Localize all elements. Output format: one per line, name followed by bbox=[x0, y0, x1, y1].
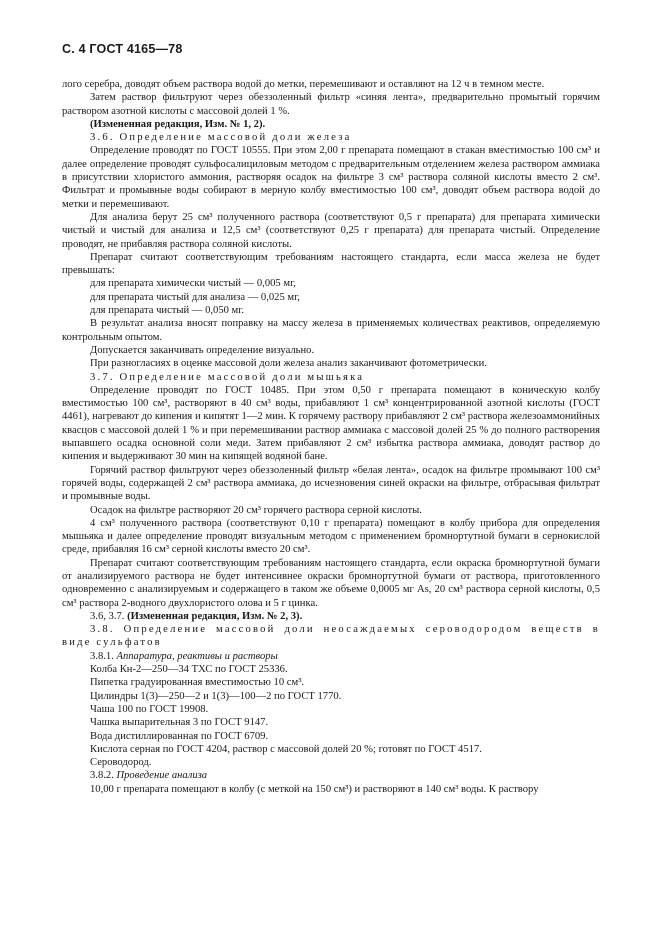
paragraph: В результат анализа вносят поправку на массу железа в применяемых количествах реактивов, определяемую контрольным опытом. bbox=[62, 318, 600, 343]
document-body bbox=[62, 78, 600, 796]
section-heading-3-7: 3.7. Определение массовой доли мышьяка bbox=[90, 371, 365, 383]
revision-label: (Измененная редакция, Изм. № 2, 3). bbox=[127, 610, 303, 622]
subsection-number: 3.8.2. bbox=[90, 770, 117, 782]
paragraph: Допускается заканчивать определение визуально. bbox=[90, 344, 315, 356]
subsection-heading bbox=[62, 650, 600, 663]
paragraph: Затем раствор фильтруют через обеззоленный фильтр «синяя лента», предварительно промытый горячим раствором азотной кислоты с массовой долей 1 %. bbox=[62, 92, 600, 117]
list-item: для препарата чистый для анализа — 0,025 мг, bbox=[90, 291, 300, 303]
list-item: Кислота серная по ГОСТ 4204, раствор с массовой долей 20 %; готовят по ГОСТ 4517. bbox=[90, 743, 482, 755]
section-heading-3-6: 3.6. Определение массовой доли железа bbox=[90, 132, 352, 144]
subsection-title: Проведение анализа bbox=[116, 770, 208, 782]
section-heading-3-8: 3.8. Определение массовой доли неосаждаемых сероводородом веществ в виде сульфатов bbox=[62, 624, 600, 649]
list-item: Чаша 100 по ГОСТ 19908. bbox=[90, 703, 209, 715]
list-item: Колба Кн-2—250—34 ТХС по ГОСТ 25336. bbox=[90, 664, 288, 676]
list-item: для препарата чистый — 0,050 мг. bbox=[90, 305, 245, 317]
list-item: Сероводород. bbox=[90, 757, 152, 769]
revision-note: (Измененная редакция, Изм. № 1, 2). bbox=[90, 118, 266, 130]
list-item: Вода дистиллированная по ГОСТ 6709. bbox=[90, 730, 269, 742]
page-header: С. 4 ГОСТ 4165—78 bbox=[62, 42, 183, 56]
list-item: Пипетка градуированная вместимостью 10 см³. bbox=[90, 677, 305, 689]
paragraph: Осадок на фильтре растворяют 20 см³ горячего раствора серной кислоты. bbox=[90, 504, 422, 516]
paragraph: Определение проводят по ГОСТ 10555. При этом 2,00 г препарата помещают в стакан вместимостью 100 см³ и далее определение проводят сульфосалициловым методом с предварительным отделением железа раствором аммиака в присутствии хлористого аммония, растворяя осадок на фильтре 3 см³ раствора соляной кислоты вместо 2 см³. Фильтрат и промывные воды собирают в мерную колбу вместимостью 100 см³, доводят объем раствора водой до метки и перемешивают. bbox=[62, 145, 600, 210]
paragraph: Препарат считают соответствующим требованиям настоящего стандарта, если масса железа не будет превышать: bbox=[62, 251, 600, 277]
paragraph: 10,00 г препарата помещают в колбу (с меткой на 150 см³) и растворяют в 140 см³ воды. К раствору bbox=[90, 783, 539, 795]
list-item: Чашка выпарительная 3 по ГОСТ 9147. bbox=[90, 717, 269, 729]
subsection-number: 3.8.1. bbox=[90, 650, 117, 662]
revision-sections: 3.6, 3.7. bbox=[90, 610, 128, 622]
subsection-heading bbox=[62, 769, 600, 782]
revision-note bbox=[62, 610, 600, 623]
subsection-title: Аппаратура, реактивы и растворы bbox=[116, 650, 278, 662]
paragraph: Препарат считают соответствующим требованиям настоящего стандарта, если окраска бромнортутной бумаги от анализируемого раствора не будет интенсивнее окраски бромнортутной бумаги от раствора, приготовленного одновременно с анализируемым и содержащего в таком же объеме 0,0005 мг As, 20 см³ раствора серной кислоты, 0,5 см³ раствора 2-водного двухлористого олова и 5 г цинка. bbox=[62, 557, 600, 609]
list-item: Цилиндры 1(3)—250—2 и 1(3)—100—2 по ГОСТ 1770. bbox=[90, 690, 342, 702]
paragraph: лого серебра, доводят объем раствора водой до метки, перемешивают и оставляют на 12 ч в темном месте. bbox=[62, 79, 545, 90]
list-item: для препарата химически чистый — 0,005 мг, bbox=[90, 278, 296, 290]
paragraph: При разногласиях в оценке массовой доли железа анализ заканчивают фотометрически. bbox=[90, 358, 487, 370]
paragraph: Определение проводят по ГОСТ 10485. При этом 0,50 г препарата помещают в коническую колбу вместимостью 100 см³, растворяют в 40 см³ воды, прибавляют 1 см³ концентрированной азотной кислоты (ГОСТ 4461), нагревают до кипения и кипятят 1—2 мин. К горячему раствору прибавляют 2 см³ раствора железоаммонийных квасцов с массовой долей 1 % и при перемешивании раствор аммиака с массовой долей 25 % до полного растворения выпавшего осадка основной соли меди. Затем прибавляют 2 см³ избытка раствора аммиака, доводят раствор до кипения и выдерживают 30 мин на кипящей водяной бане. bbox=[62, 384, 600, 463]
paragraph: Для анализа берут 25 см³ полученного раствора (соответствуют 0,5 г препарата) для препарата химически чистый и чистый для анализа и 12,5 см³ (соответствуют 0,25 г препарата) для препарата чистый. Определение проводят, не прибавляя раствора соляной кислоты. bbox=[62, 211, 600, 250]
paragraph: Горячий раствор фильтруют через обеззоленный фильтр «белая лента», осадок на фильтре промывают 100 см³ горячей воды, содержащей 2 см³ раствора аммиака, до исчезновения синей окраски на фильтре, отбрасывая фильтрат и промывные воды. bbox=[62, 464, 600, 503]
paragraph: 4 см³ полученного раствора (соответствуют 0,10 г препарата) помещают в колбу прибора для определения мышьяка и далее определение проводят визуальным методом с применением бромнортутной бумаги в сернокислой среде, прибавляя 16 см³ серной кислоты вместо 20 см³. bbox=[62, 517, 600, 556]
